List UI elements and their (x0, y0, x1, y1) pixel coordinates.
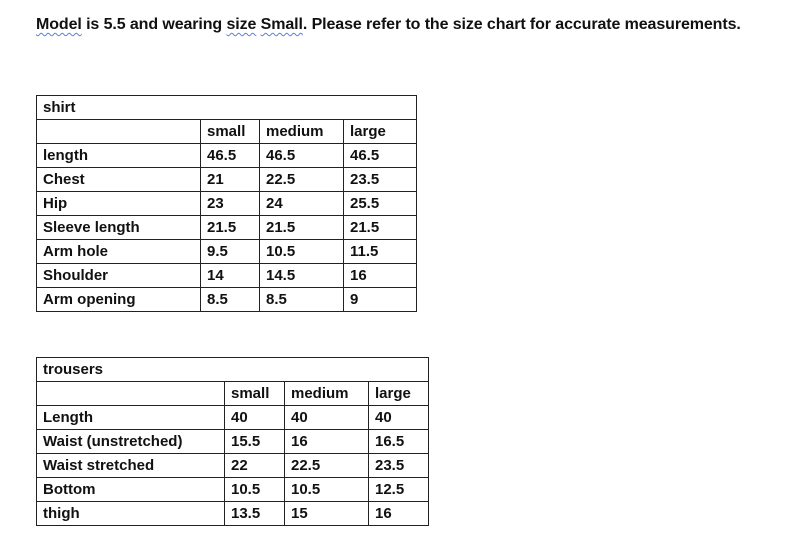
table-row (37, 240, 417, 264)
spellcheck-word-size: size (226, 16, 257, 33)
cell-value: 22 (225, 454, 285, 478)
table-row (37, 144, 417, 168)
cell-value: 23.5 (369, 454, 429, 478)
row-label: Bottom (37, 478, 225, 502)
table-row (37, 288, 417, 312)
table-row (37, 192, 417, 216)
row-label: Sleeve length (37, 216, 201, 240)
table-row (37, 454, 429, 478)
cell-value: 21.5 (344, 216, 417, 240)
cell-value: 25.5 (344, 192, 417, 216)
column-header-small: small (201, 120, 260, 144)
column-header-small: small (225, 382, 285, 406)
column-header-large: large (344, 120, 417, 144)
cell-value: 8.5 (201, 288, 260, 312)
cell-value: 8.5 (260, 288, 344, 312)
row-label: Arm hole (37, 240, 201, 264)
cell-value: 10.5 (285, 478, 369, 502)
cell-value: 9.5 (201, 240, 260, 264)
row-label: Waist stretched (37, 454, 225, 478)
row-label: Length (37, 406, 225, 430)
table-row (37, 502, 429, 526)
cell-value: 11.5 (344, 240, 417, 264)
cell-value: 24 (260, 192, 344, 216)
size-note-headline (36, 16, 741, 34)
cell-value: 22.5 (260, 168, 344, 192)
row-label: Shoulder (37, 264, 201, 288)
trousers-table-title: trousers (37, 358, 429, 382)
cell-value: 16 (285, 430, 369, 454)
cell-value: 13.5 (225, 502, 285, 526)
cell-value: 14 (201, 264, 260, 288)
spellcheck-word-model: Model (36, 16, 82, 33)
cell-value: 46.5 (201, 144, 260, 168)
shirt-table-title: shirt (37, 96, 417, 120)
cell-value: 15.5 (225, 430, 285, 454)
cell-value: 9 (344, 288, 417, 312)
cell-value: 23.5 (344, 168, 417, 192)
headline-text-middle: is 5.5 and wearing (81, 16, 227, 33)
row-label: Waist (unstretched) (37, 430, 225, 454)
cell-value: 40 (225, 406, 285, 430)
row-label: Chest (37, 168, 201, 192)
table-row (37, 406, 429, 430)
table-title-row (37, 358, 429, 382)
cell-value: 16.5 (369, 430, 429, 454)
cell-value: 22.5 (285, 454, 369, 478)
row-label: thigh (37, 502, 225, 526)
cell-value: 21 (201, 168, 260, 192)
cell-value: 46.5 (344, 144, 417, 168)
cell-value: 40 (369, 406, 429, 430)
header-blank-cell (37, 120, 201, 144)
table-title-row (37, 96, 417, 120)
cell-value: 40 (285, 406, 369, 430)
spellcheck-word-small: Small (260, 16, 303, 33)
cell-value: 21.5 (260, 216, 344, 240)
cell-value: 16 (369, 502, 429, 526)
row-label: length (37, 144, 201, 168)
cell-value: 12.5 (369, 478, 429, 502)
row-label: Hip (37, 192, 201, 216)
table-row (37, 478, 429, 502)
table-row (37, 430, 429, 454)
cell-value: 23 (201, 192, 260, 216)
header-blank-cell (37, 382, 225, 406)
cell-value: 15 (285, 502, 369, 526)
row-label: Arm opening (37, 288, 201, 312)
cell-value: 14.5 (260, 264, 344, 288)
column-header-medium: medium (285, 382, 369, 406)
trousers-size-table (36, 357, 429, 526)
table-header-row (37, 120, 417, 144)
cell-value: 21.5 (201, 216, 260, 240)
table-row (37, 216, 417, 240)
cell-value: 10.5 (225, 478, 285, 502)
shirt-size-table (36, 95, 417, 312)
table-header-row (37, 382, 429, 406)
column-header-large: large (369, 382, 429, 406)
column-header-medium: medium (260, 120, 344, 144)
cell-value: 10.5 (260, 240, 344, 264)
cell-value: 16 (344, 264, 417, 288)
headline-text-after: . Please refer to the size chart for accurate measurements. (302, 16, 741, 33)
table-row (37, 168, 417, 192)
table-row (37, 264, 417, 288)
cell-value: 46.5 (260, 144, 344, 168)
